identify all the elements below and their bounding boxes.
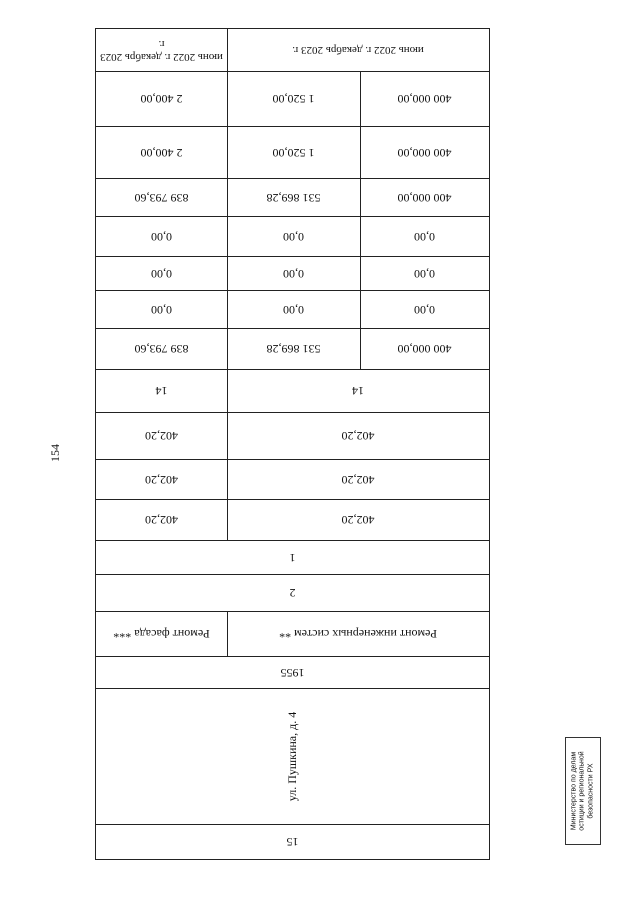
page-number: 154: [47, 444, 62, 462]
area-cell: 402,20: [145, 472, 178, 487]
zero-cell: 0,00: [414, 266, 435, 281]
data-table: [95, 28, 490, 860]
area-cell: 402,20: [341, 472, 375, 487]
amount-cell: 2 400,00: [140, 145, 183, 160]
work-type-cell: Ремонт инженерных систем **: [279, 627, 437, 642]
area-cell: 402,20: [341, 513, 375, 528]
amount-cell: 839 793,60: [134, 342, 189, 357]
number-cell: 15: [286, 835, 299, 850]
index-cell: 2: [289, 586, 296, 601]
amount-cell: 400 000,00: [397, 92, 452, 107]
address-text: ул. Пушкина, д. 4: [284, 711, 299, 801]
amount-cell: 1 520,00: [272, 145, 315, 160]
stamp-line-3: безопасности РХ: [587, 763, 595, 819]
amount-cell: 400 000,00: [397, 342, 452, 357]
count-cell: 14: [352, 384, 364, 399]
stamp-line-2: остиции и региональной: [578, 751, 586, 831]
zero-cell: 0,00: [151, 266, 172, 281]
address-cell: [96, 688, 489, 824]
zero-cell: 0,00: [151, 229, 172, 244]
zero-cell: 0,00: [151, 302, 172, 317]
amount-cell: 400 000,00: [397, 145, 452, 160]
zero-cell: 0,00: [414, 229, 435, 244]
stamp-box: [565, 737, 601, 845]
area-cell: 402,20: [145, 429, 178, 444]
amount-cell: 839 793,60: [134, 190, 189, 205]
area-cell: 402,20: [341, 429, 375, 444]
zero-cell: 0,00: [283, 302, 304, 317]
amount-cell: 531 869,28: [266, 342, 321, 357]
header-right: июнь 2022 г. декабрь 2023 г.: [292, 44, 424, 57]
zero-cell: 0,00: [283, 266, 304, 281]
header-left: июнь 2022 г. декабрь 2023 г.: [100, 38, 223, 63]
amount-cell: 2 400,00: [140, 92, 183, 107]
year-cell: 1955: [280, 665, 305, 680]
count-cell: 14: [155, 384, 168, 399]
zero-cell: 0,00: [283, 229, 304, 244]
amount-cell: 1 520,00: [272, 92, 315, 107]
amount-cell: 531 869,28: [266, 190, 321, 205]
index-cell: 1: [289, 550, 296, 565]
stamp-text: [570, 737, 595, 845]
work-type-cell: Ремонт фасада ***: [113, 627, 210, 642]
amount-cell: 400 000,00: [397, 190, 452, 205]
area-cell: 402,20: [145, 513, 178, 528]
stamp-line-1: Министерство по делам: [570, 751, 578, 831]
zero-cell: 0,00: [414, 302, 435, 317]
